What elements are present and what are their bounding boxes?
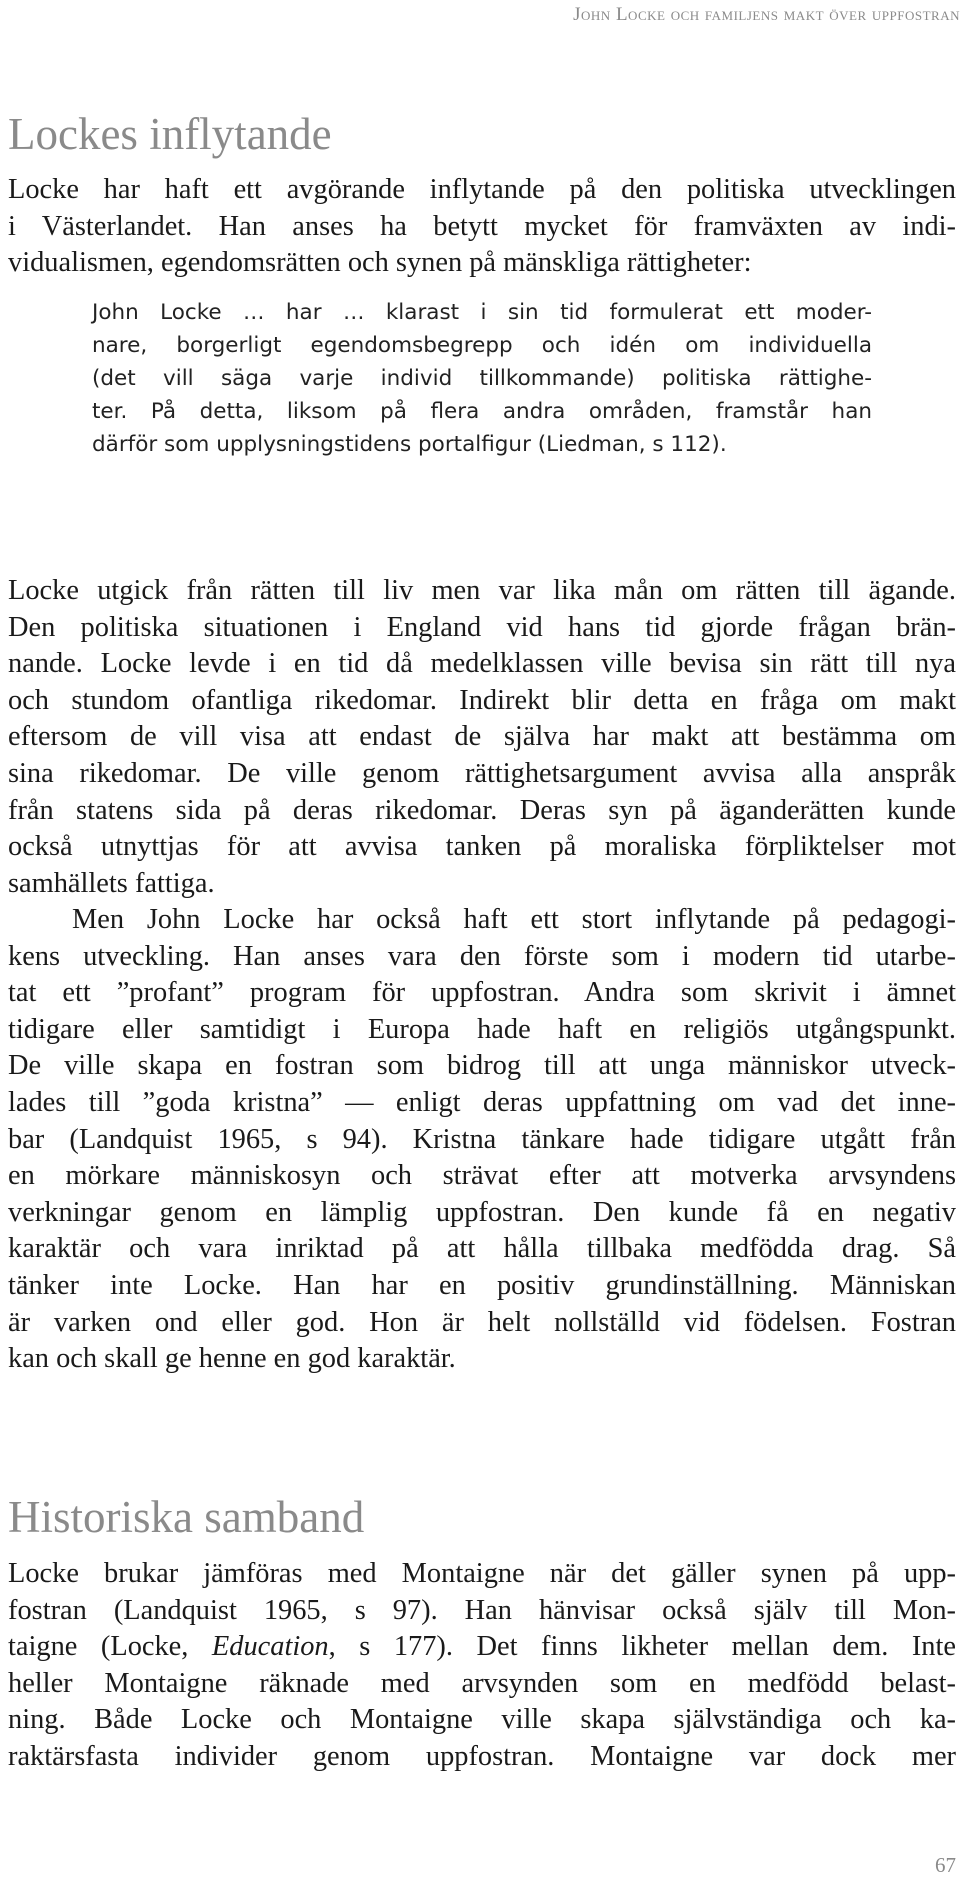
text-line: från statens sida på deras rikedomar. Deras syn på äganderätten kunde [8,794,956,826]
book-title-education: Education [211,1631,329,1663]
text-line: nande. Locke levde i en tid då medelklassen ville bevisa sin rätt till nya [8,648,956,680]
text-line: karaktär och vara inriktad på att hålla tillbaka medfödda drag. Så [8,1233,956,1265]
text-line: Den politiska situationen i England vid hans tid gjorde frågan brän- [8,611,956,643]
running-head: John Locke och familjens makt över uppfostran [573,4,960,25]
text-line: ning. Både Locke och Montaigne ville skapa självständiga och ka- [8,1704,956,1736]
text-fragment: , s 177). Det finns likheter mellan dem. Inte [328,1631,956,1663]
text-line: lades till ”goda kristna” — enligt deras uppfattning om vad det inne- [8,1086,956,1118]
text-line: De ville skapa en fostran som bidrog till att unga människor utveck- [8,1050,956,1082]
text-line: fostran (Landquist 1965, s 97). Han hänvisar också själv till Mon- [8,1594,956,1626]
text-line: vidualismen, egendomsrätten och synen på mänskliga rättigheter: [8,247,752,279]
text-line: kens utveckling. Han anses vara den förste som i modern tid utarbe- [8,940,956,972]
text-line: också utnyttjas för att avvisa tanken på moraliska förpliktelser mot [8,831,956,863]
text-line: tänker inte Locke. Han har en positiv grundinställning. Människan [8,1269,956,1301]
text-line: Locke brukar jämföras med Montaigne när det gäller synen på upp- [8,1558,956,1589]
text-line: Locke har haft ett avgörande inflytande på den politiska utvecklingen [8,174,956,205]
quote-line: ter. På detta, liksom på flera andra områden, framstår han [92,399,872,424]
section-heading-historiska-samband: Historiska samband [8,1492,365,1542]
text-line: kan och skall ge henne en god karaktär. [8,1343,456,1375]
paragraph-pedagogy [8,902,956,1378]
text-line: tat ett ”profant” program för uppfostran. Andra som skrivit i ämnet [8,977,956,1009]
section-heading-lockes-inflytande: Lockes inflytande [8,109,332,159]
text-line: tidigare eller samtidigt i Europa hade haft en religiös utgångspunkt. [8,1013,956,1045]
text-line: och stundom ofantliga rikedomar. Indirekt blir detta en fråga om makt [8,684,956,716]
quote-line: därför som upplysningstidens portalfigur (Liedman, s 112). [92,432,727,457]
text-line: en mörkare människosyn och strävat efter att motverka arvsyndens [8,1160,956,1192]
text-line: Locke utgick från rätten till liv men var lika mån om rätten till ägande. [8,575,956,606]
text-line: Men John Locke har också haft ett stort inflytande på pedagogi- [72,904,956,935]
text-line: sina rikedomar. De ville genom rättighetsargument avvisa alla anspråk [8,757,956,789]
quote-line: John Locke … har … klarast i sin tid formulerat ett moder- [92,300,872,325]
text-line: heller Montaigne räknade med arvsynden som en medfödd belast- [8,1667,956,1699]
text-line: samhällets fattiga. [8,867,215,899]
paragraph-montaigne [8,1556,956,1776]
paragraph-property-rights [8,573,956,902]
text-line: raktärsfasta individer genom uppfostran. Montaigne var dock mer [8,1740,956,1772]
text-line: eftersom de vill visa att endast de själva har makt att bestämma om [8,721,956,753]
text-line [8,1629,956,1666]
quote-line: nare, borgerligt egendomsbegrepp och idén om individuella [92,333,872,358]
text-line: verkningar genom en lämplig uppfostran. Den kunde få en negativ [8,1196,956,1228]
text-line: är varken ond eller god. Hon är helt nollställd vid födelsen. Fostran [8,1306,956,1338]
text-line: i Västerlandet. Han anses ha betytt mycket för framväxten av indi- [8,210,956,242]
quote-line: (det vill säga varje individ tillkommande) politiska rättighe- [92,366,872,391]
text-line: bar (Landquist 1965, s 94). Kristna tänkare hade tidigare utgått från [8,1123,956,1155]
block-quote-liedman [92,296,872,461]
text-fragment: taigne (Locke, [8,1631,212,1663]
page-number: 67 [935,1853,956,1877]
paragraph-intro [8,172,956,282]
